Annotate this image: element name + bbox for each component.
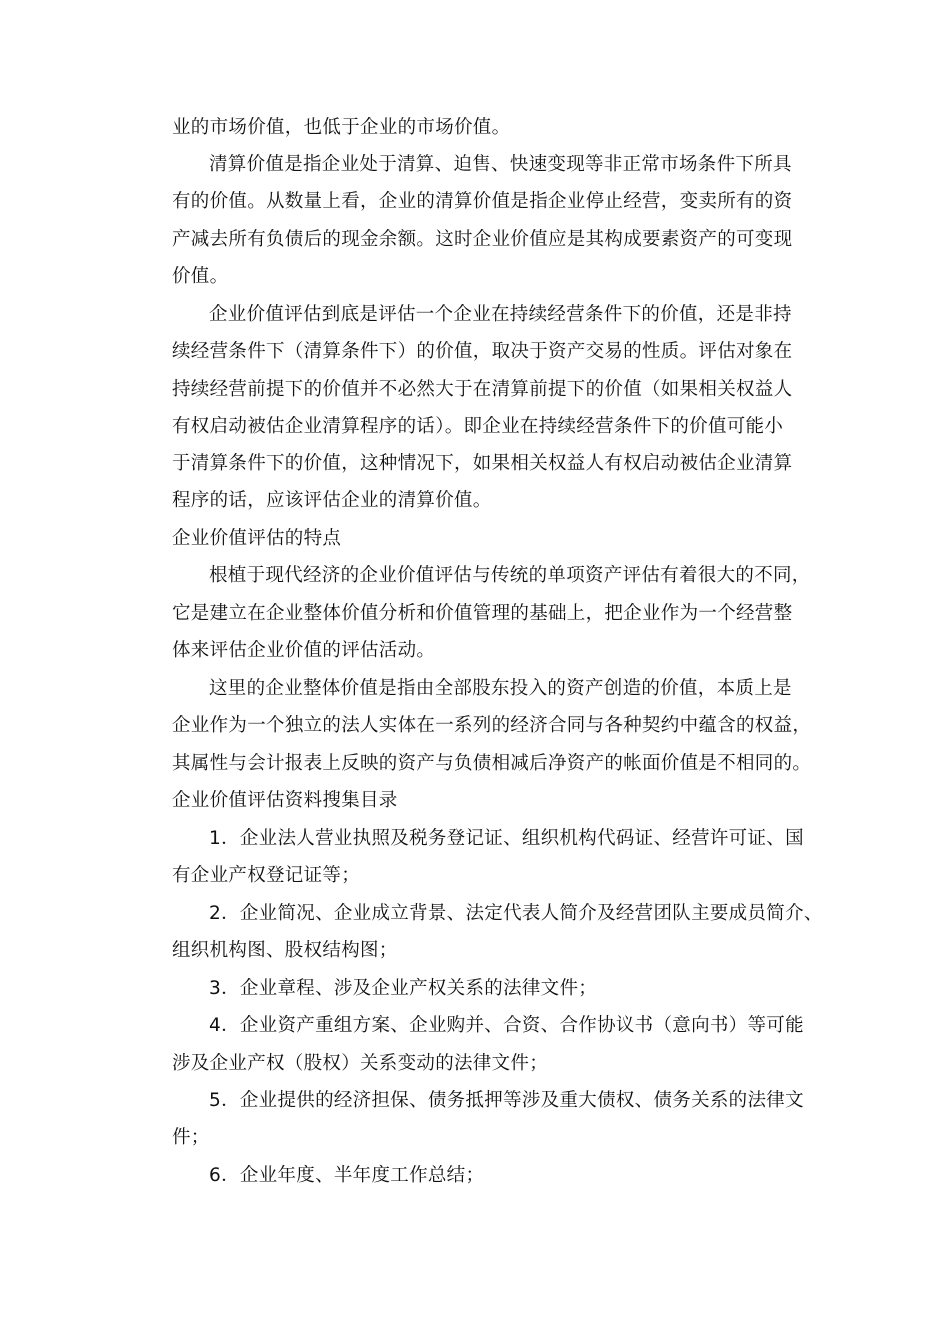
text-line: 它是建立在企业整体价值分析和价值管理的基础上，把企业作为一个经营整 [172, 603, 793, 624]
text-line: 其属性与会计报表上反映的资产与负债相减后净资产的帐面价值是不相同的。 [172, 753, 812, 774]
text-line: 体来评估企业价值的评估活动。 [172, 640, 436, 661]
paragraph-first-line: 企业价值评估到底是评估一个企业在持续经营条件下的价值，还是非持 [209, 304, 792, 325]
list-item-continuation: 涉及企业产权（股权）关系变动的法律文件； [172, 1053, 549, 1074]
text-line: 于清算条件下的价值，这种情况下，如果相关权益人有权启动被估企业清算 [172, 453, 793, 474]
text-line: 程序的话，应该评估企业的清算价值。 [172, 490, 492, 511]
section-heading: 企业价值评估资料搜集目录 [172, 790, 398, 811]
text-line: 有的价值。从数量上看，企业的清算价值是指企业停止经营，变卖所有的资 [172, 191, 793, 212]
list-item: 6．企业年度、半年度工作总结； [209, 1165, 485, 1186]
section-heading: 企业价值评估的特点 [172, 528, 342, 549]
list-item: 4．企业资产重组方案、企业购并、合资、合作协议书（意向书）等可能 [209, 1015, 804, 1036]
text-line: 产减去所有负债后的现金余额。这时企业价值应是其构成要素资产的可变现 [172, 229, 793, 250]
list-item: 1．企业法人营业执照及税务登记证、组织机构代码证、经营许可证、国 [209, 828, 804, 849]
text-line: 业的市场价值，也低于企业的市场价值。 [172, 117, 511, 138]
list-item: 3．企业章程、涉及企业产权关系的法律文件； [209, 978, 598, 999]
text-line: 企业作为一个独立的法人实体在一系列的经济合同与各种契约中蕴含的权益， [172, 715, 812, 736]
list-item-continuation: 有企业产权登记证等； [172, 865, 361, 886]
text-line: 续经营条件下（清算条件下）的价值，取决于资产交易的性质。评估对象在 [172, 341, 793, 362]
paragraph-first-line: 根植于现代经济的企业价值评估与传统的单项资产评估有着很大的不同， [209, 565, 811, 586]
paragraph-first-line: 清算价值是指企业处于清算、迫售、快速变现等非正常市场条件下所具 [209, 154, 792, 175]
list-item-continuation: 组织机构图、股权结构图； [172, 940, 398, 961]
text-line: 价值。 [172, 266, 229, 287]
list-item: 2．企业简况、企业成立背景、法定代表人简介及经营团队主要成员简介、 [209, 903, 823, 924]
list-item-continuation: 件； [172, 1127, 210, 1148]
text-line: 有权启动被估企业清算程序的话）。即企业在持续经营条件下的价值可能小 [172, 416, 784, 437]
list-item: 5．企业提供的经济担保、债务抵押等涉及重大债权、债务关系的法律文 [209, 1090, 804, 1111]
paragraph-first-line: 这里的企业整体价值是指由全部股东投入的资产创造的价值，本质上是 [209, 678, 792, 699]
text-line: 持续经营前提下的价值并不必然大于在清算前提下的价值（如果相关权益人 [172, 379, 793, 400]
